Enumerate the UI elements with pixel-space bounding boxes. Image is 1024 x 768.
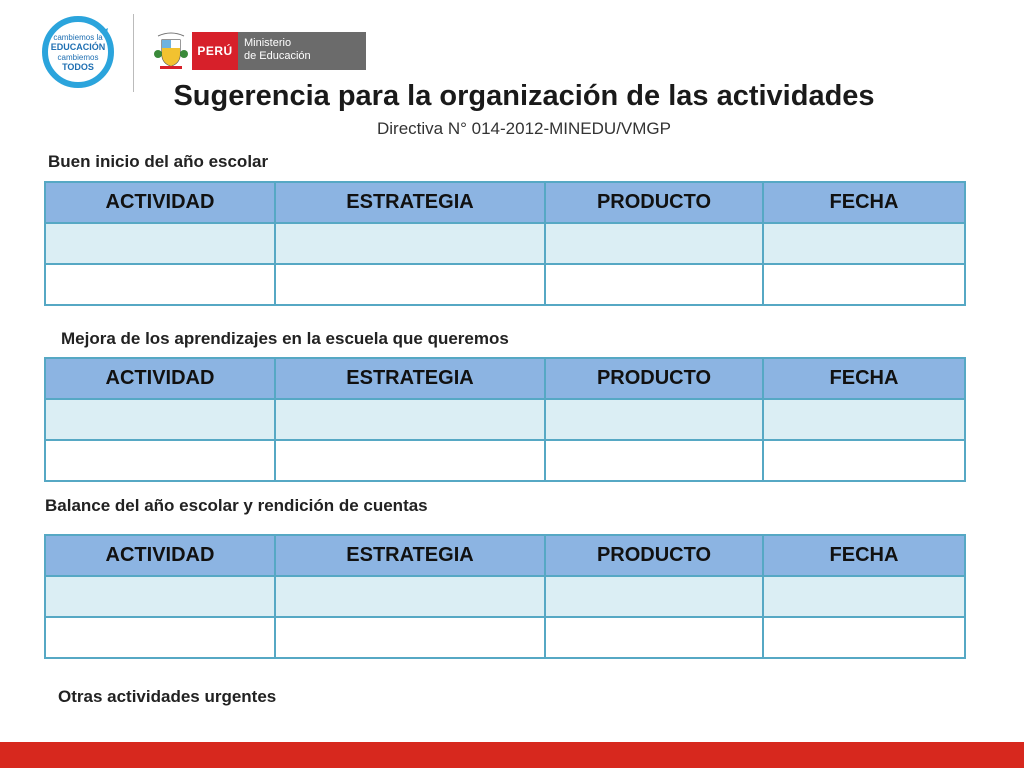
table-header-row (45, 358, 965, 399)
table-cell[interactable] (545, 576, 763, 617)
table-cell[interactable] (763, 576, 965, 617)
header-actividad: ACTIVIDAD (45, 182, 275, 223)
table-cell[interactable] (275, 399, 545, 440)
table-row (45, 223, 965, 264)
table-row (45, 399, 965, 440)
section-label-inicio: Buen inicio del año escolar (48, 152, 269, 171)
table-cell[interactable] (275, 223, 545, 264)
activity-table-balance (44, 534, 966, 659)
header-fecha: FECHA (763, 182, 965, 223)
header-producto: PRODUCTO (545, 535, 763, 576)
table-row (45, 576, 965, 617)
logo-line-4: TODOS (62, 62, 94, 72)
section-label-aprendizajes: Mejora de los aprendizajes en la escuela que queremos (61, 329, 509, 348)
table-cell[interactable] (763, 223, 965, 264)
header-actividad: ACTIVIDAD (45, 358, 275, 399)
footer-bar (0, 742, 1024, 768)
table-cell[interactable] (275, 440, 545, 481)
table-row (45, 264, 965, 305)
table-cell[interactable] (763, 399, 965, 440)
campaign-logo (40, 14, 116, 90)
page-subtitle: Directiva N° 014-2012-MINEDU/VMGP (377, 119, 671, 138)
logo-line-2: EDUCACIÓN (50, 42, 106, 52)
table-cell[interactable] (763, 617, 965, 658)
table-cell[interactable] (545, 223, 763, 264)
header-fecha: FECHA (763, 535, 965, 576)
table-cell[interactable] (275, 617, 545, 658)
activity-table-aprendizajes (44, 357, 966, 482)
table-cell[interactable] (763, 264, 965, 305)
ministry-label (238, 32, 366, 70)
table-cell[interactable] (545, 440, 763, 481)
header-actividad: ACTIVIDAD (45, 535, 275, 576)
table-cell[interactable] (545, 399, 763, 440)
table-cell[interactable] (275, 576, 545, 617)
peru-label: PERÚ (192, 32, 238, 70)
header-fecha: FECHA (763, 358, 965, 399)
table-cell[interactable] (45, 440, 275, 481)
logo-line-1: cambiemos la (53, 33, 103, 42)
table-cell[interactable] (45, 617, 275, 658)
table-header-row (45, 182, 965, 223)
section-label-otras: Otras actividades urgentes (58, 687, 277, 706)
table-cell[interactable] (275, 264, 545, 305)
table-cell[interactable] (45, 223, 275, 264)
logo-line-3: cambiemos (57, 53, 99, 62)
header-producto: PRODUCTO (545, 358, 763, 399)
header-estrategia: ESTRATEGIA (275, 535, 545, 576)
table-cell[interactable] (763, 440, 965, 481)
table-cell[interactable] (545, 264, 763, 305)
table-header-row (45, 535, 965, 576)
header-estrategia: ESTRATEGIA (275, 182, 545, 223)
table-row (45, 440, 965, 481)
header-producto: PRODUCTO (545, 182, 763, 223)
section-label-balance: Balance del año escolar y rendición de cuentas (45, 496, 428, 515)
coat-of-arms-icon (152, 30, 190, 70)
table-cell[interactable] (45, 264, 275, 305)
header-estrategia: ESTRATEGIA (275, 358, 545, 399)
ministry-line-1: Ministerio (244, 37, 292, 49)
ministry-line-2: de Educación (244, 50, 311, 62)
table-cell[interactable] (45, 576, 275, 617)
activity-table-inicio (44, 181, 966, 306)
table-row (45, 617, 965, 658)
page-title: Sugerencia para la organización de las actividades (173, 80, 875, 112)
table-cell[interactable] (45, 399, 275, 440)
table-cell[interactable] (545, 617, 763, 658)
